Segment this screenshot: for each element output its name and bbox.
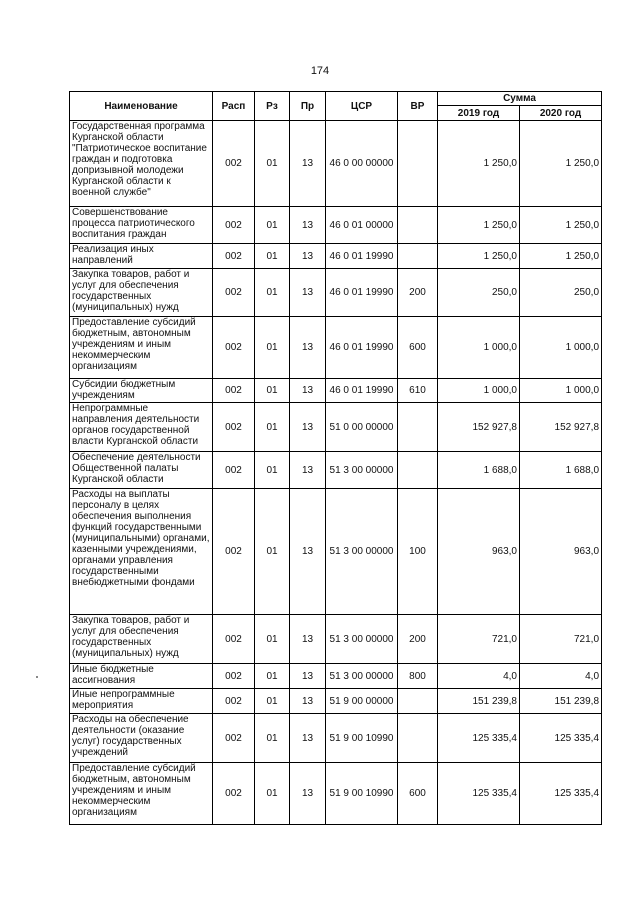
row-rz-cell: 01 bbox=[255, 244, 290, 269]
table-row bbox=[70, 763, 602, 825]
row-vr-cell: 200 bbox=[398, 615, 438, 664]
row-2019-cell: 1 688,0 bbox=[438, 452, 520, 489]
header-2019: 2019 год bbox=[438, 106, 520, 121]
row-rz-cell: 01 bbox=[255, 714, 290, 763]
row-rasp-cell: 002 bbox=[213, 403, 255, 452]
row-rasp-cell: 002 bbox=[213, 714, 255, 763]
row-2020-cell: 1 250,0 bbox=[520, 244, 602, 269]
row-vr-cell: 800 bbox=[398, 664, 438, 689]
table-row bbox=[70, 452, 602, 489]
header-name: Наименование bbox=[70, 92, 213, 121]
row-name-cell: Закупка товаров, работ и услуг для обеспечения государственных (муниципальных) нужд bbox=[70, 269, 213, 317]
header-rasp: Расп bbox=[213, 92, 255, 121]
table-row bbox=[70, 317, 602, 379]
header-2020: 2020 год bbox=[520, 106, 602, 121]
table-row bbox=[70, 244, 602, 269]
row-rasp-cell: 002 bbox=[213, 121, 255, 207]
row-2020-cell: 1 250,0 bbox=[520, 121, 602, 207]
row-2020-cell: 1 688,0 bbox=[520, 452, 602, 489]
row-pr-cell: 13 bbox=[290, 763, 326, 825]
row-vr-cell: 610 bbox=[398, 379, 438, 403]
header-rz: Рз bbox=[255, 92, 290, 121]
row-2019-cell: 721,0 bbox=[438, 615, 520, 664]
table-row bbox=[70, 121, 602, 207]
row-rz-cell: 01 bbox=[255, 615, 290, 664]
row-name-cell: Иные бюджетные ассигнования bbox=[70, 664, 213, 689]
row-pr-cell: 13 bbox=[290, 379, 326, 403]
budget-table bbox=[69, 91, 602, 825]
table-row bbox=[70, 379, 602, 403]
row-2019-cell: 125 335,4 bbox=[438, 714, 520, 763]
row-rz-cell: 01 bbox=[255, 379, 290, 403]
row-rasp-cell: 002 bbox=[213, 207, 255, 244]
row-rasp-cell: 002 bbox=[213, 489, 255, 615]
row-rasp-cell: 002 bbox=[213, 269, 255, 317]
row-csr-cell: 51 3 00 00000 bbox=[326, 664, 398, 689]
row-vr-cell: 100 bbox=[398, 489, 438, 615]
row-csr-cell: 46 0 00 00000 bbox=[326, 121, 398, 207]
row-pr-cell: 13 bbox=[290, 489, 326, 615]
row-csr-cell: 51 9 00 00000 bbox=[326, 689, 398, 714]
table-row bbox=[70, 615, 602, 664]
row-rz-cell: 01 bbox=[255, 269, 290, 317]
row-csr-cell: 46 0 01 19990 bbox=[326, 244, 398, 269]
row-2019-cell: 1 000,0 bbox=[438, 379, 520, 403]
row-name-cell: Предоставление субсидий бюджетным, автономным учреждениям и иным некоммерческим организациям bbox=[70, 317, 213, 379]
row-2020-cell: 1 000,0 bbox=[520, 379, 602, 403]
row-name-cell: Закупка товаров, работ и услуг для обеспечения государственных (муниципальных) нужд bbox=[70, 615, 213, 664]
row-pr-cell: 13 bbox=[290, 121, 326, 207]
header-vr: ВР bbox=[398, 92, 438, 121]
row-name-cell: Государственная программа Курганской области "Патриотическое воспитание граждан и подготовка допризывной молодежи Курганской области к военной службе" bbox=[70, 121, 213, 207]
row-pr-cell: 13 bbox=[290, 452, 326, 489]
row-csr-cell: 51 9 00 10990 bbox=[326, 714, 398, 763]
row-rz-cell: 01 bbox=[255, 664, 290, 689]
row-rz-cell: 01 bbox=[255, 121, 290, 207]
row-2019-cell: 1 250,0 bbox=[438, 244, 520, 269]
table-row bbox=[70, 664, 602, 689]
row-pr-cell: 13 bbox=[290, 244, 326, 269]
row-pr-cell: 13 bbox=[290, 403, 326, 452]
row-pr-cell: 13 bbox=[290, 714, 326, 763]
row-pr-cell: 13 bbox=[290, 207, 326, 244]
row-rz-cell: 01 bbox=[255, 489, 290, 615]
row-name-cell: Реализация иных направлений bbox=[70, 244, 213, 269]
row-vr-cell: 200 bbox=[398, 269, 438, 317]
row-rasp-cell: 002 bbox=[213, 244, 255, 269]
row-2019-cell: 1 250,0 bbox=[438, 121, 520, 207]
row-2019-cell: 963,0 bbox=[438, 489, 520, 615]
table-row bbox=[70, 269, 602, 317]
row-rasp-cell: 002 bbox=[213, 452, 255, 489]
row-pr-cell: 13 bbox=[290, 269, 326, 317]
row-csr-cell: 46 0 01 19990 bbox=[326, 269, 398, 317]
row-2019-cell: 152 927,8 bbox=[438, 403, 520, 452]
row-csr-cell: 51 3 00 00000 bbox=[326, 452, 398, 489]
row-2019-cell: 250,0 bbox=[438, 269, 520, 317]
row-2020-cell: 4,0 bbox=[520, 664, 602, 689]
header-pr: Пр bbox=[290, 92, 326, 121]
row-pr-cell: 13 bbox=[290, 664, 326, 689]
page-number: 174 bbox=[310, 65, 330, 77]
row-rz-cell: 01 bbox=[255, 452, 290, 489]
row-rasp-cell: 002 bbox=[213, 689, 255, 714]
row-2019-cell: 1 000,0 bbox=[438, 317, 520, 379]
row-2020-cell: 963,0 bbox=[520, 489, 602, 615]
row-csr-cell: 46 0 01 00000 bbox=[326, 207, 398, 244]
table-row bbox=[70, 207, 602, 244]
row-vr-cell bbox=[398, 689, 438, 714]
table-row bbox=[70, 403, 602, 452]
row-csr-cell: 46 0 01 19990 bbox=[326, 379, 398, 403]
row-2020-cell: 1 250,0 bbox=[520, 207, 602, 244]
row-rz-cell: 01 bbox=[255, 403, 290, 452]
row-pr-cell: 13 bbox=[290, 317, 326, 379]
table-row bbox=[70, 714, 602, 763]
header-sum: Сумма bbox=[438, 92, 602, 106]
table-row bbox=[70, 489, 602, 615]
row-rasp-cell: 002 bbox=[213, 379, 255, 403]
row-rz-cell: 01 bbox=[255, 207, 290, 244]
row-2020-cell: 1 000,0 bbox=[520, 317, 602, 379]
row-rasp-cell: 002 bbox=[213, 763, 255, 825]
row-2019-cell: 4,0 bbox=[438, 664, 520, 689]
row-csr-cell: 51 3 00 00000 bbox=[326, 489, 398, 615]
row-rasp-cell: 002 bbox=[213, 317, 255, 379]
row-vr-cell bbox=[398, 207, 438, 244]
row-csr-cell: 46 0 01 19990 bbox=[326, 317, 398, 379]
header-csr: ЦСР bbox=[326, 92, 398, 121]
row-vr-cell bbox=[398, 244, 438, 269]
row-2020-cell: 125 335,4 bbox=[520, 763, 602, 825]
row-2020-cell: 151 239,8 bbox=[520, 689, 602, 714]
row-csr-cell: 51 3 00 00000 bbox=[326, 615, 398, 664]
row-rz-cell: 01 bbox=[255, 317, 290, 379]
row-vr-cell bbox=[398, 121, 438, 207]
row-2020-cell: 250,0 bbox=[520, 269, 602, 317]
row-2019-cell: 1 250,0 bbox=[438, 207, 520, 244]
row-csr-cell: 51 0 00 00000 bbox=[326, 403, 398, 452]
table-body bbox=[70, 121, 602, 825]
row-name-cell: Расходы на обеспечение деятельности (оказание услуг) государственных учреждений bbox=[70, 714, 213, 763]
row-name-cell: Предоставление субсидий бюджетным, автономным учреждениям и иным некоммерческим организациям bbox=[70, 763, 213, 825]
row-2020-cell: 125 335,4 bbox=[520, 714, 602, 763]
scan-artifact bbox=[36, 676, 38, 678]
row-2020-cell: 721,0 bbox=[520, 615, 602, 664]
row-2019-cell: 151 239,8 bbox=[438, 689, 520, 714]
row-name-cell: Обеспечение деятельности Общественной палаты Курганской области bbox=[70, 452, 213, 489]
row-csr-cell: 51 9 00 10990 bbox=[326, 763, 398, 825]
row-2020-cell: 152 927,8 bbox=[520, 403, 602, 452]
row-pr-cell: 13 bbox=[290, 615, 326, 664]
row-name-cell: Иные непрограммные мероприятия bbox=[70, 689, 213, 714]
row-rasp-cell: 002 bbox=[213, 664, 255, 689]
row-name-cell: Непрограммные направления деятельности органов государственной власти Курганской области bbox=[70, 403, 213, 452]
row-rasp-cell: 002 bbox=[213, 615, 255, 664]
row-name-cell: Совершенствование процесса патриотического воспитания граждан bbox=[70, 207, 213, 244]
row-pr-cell: 13 bbox=[290, 689, 326, 714]
table-row bbox=[70, 689, 602, 714]
row-rz-cell: 01 bbox=[255, 689, 290, 714]
row-rz-cell: 01 bbox=[255, 763, 290, 825]
row-2019-cell: 125 335,4 bbox=[438, 763, 520, 825]
row-vr-cell bbox=[398, 714, 438, 763]
row-name-cell: Субсидии бюджетным учреждениям bbox=[70, 379, 213, 403]
row-vr-cell bbox=[398, 452, 438, 489]
row-vr-cell: 600 bbox=[398, 763, 438, 825]
row-name-cell: Расходы на выплаты персоналу в целях обеспечения выполнения функций государственными (муниципальными) органами, казенными учреждениями, органами управления государственными внебюджетными фондами bbox=[70, 489, 213, 615]
row-vr-cell bbox=[398, 403, 438, 452]
row-vr-cell: 600 bbox=[398, 317, 438, 379]
